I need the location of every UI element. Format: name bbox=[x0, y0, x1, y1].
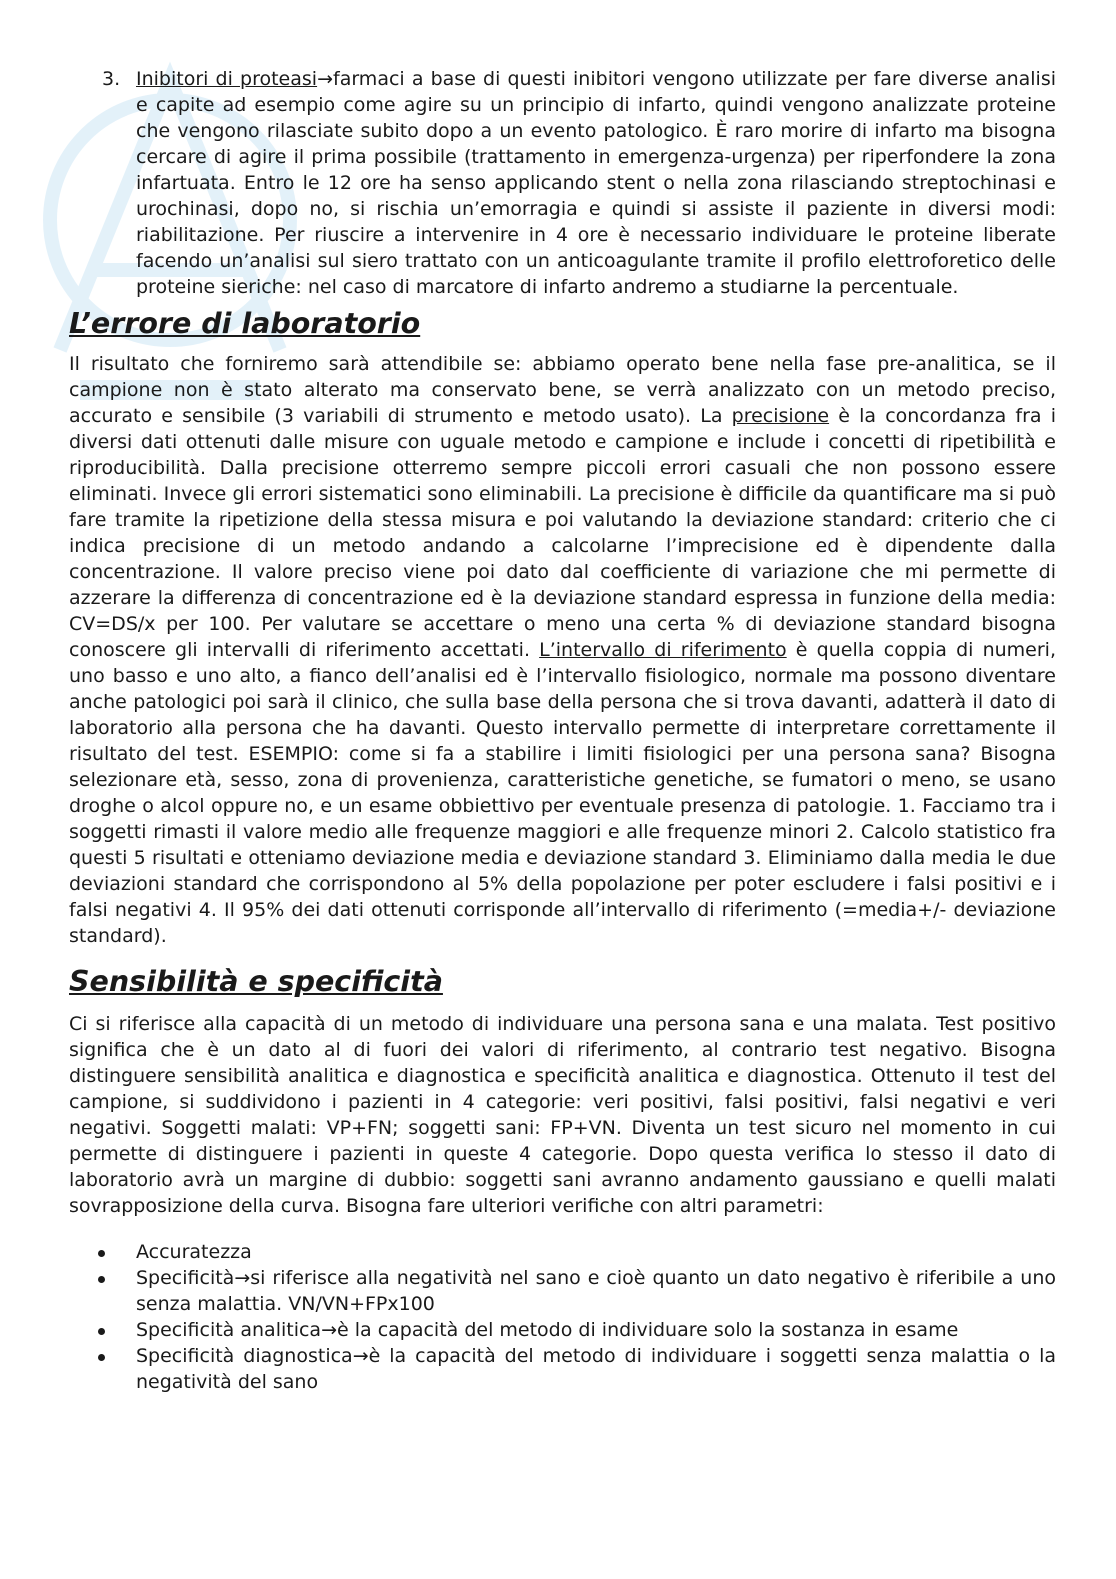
item3-text: farmaci a base di questi inibitori vengono utilizzate per fare diverse analisi e capite ad esempio come agire su un principio di infarto, quindi vengono analizzate proteine che vengono rilasciate subito dopo a un evento patologico. È raro morire di infarto ma bisogna cercare di agire il prima possibile (trattamento in emergenza-urgenza) per riperfondere la zona infartuata. Entro le 12 ore ha senso applicando stent o nella zona rilasciando streptochinasi e urochinasi, dopo no, si rischia un’emorragia e quindi si assiste il paziente in diversi modi: riabilitazione. Per riuscire a intervenire in 4 ore è necessario individuare le proteine liberate facendo un’analisi sul siero trattato con un anticoagulante tramite il profilo elettroforetico delle proteine sieriche: nel caso di marcatore di infarto andremo a studiarne la percentuale. bbox=[136, 68, 1057, 298]
bullet-text: è la capacità del metodo di individuare solo la sostanza in esame bbox=[337, 1319, 959, 1341]
arrow-icon: → bbox=[234, 1267, 251, 1289]
errore-text-3: è quella coppia di numeri, uno basso e uno alto, a fianco dell’analisi ed è l’intervallo fisiologico, normale ma possono diventare anche patologici poi sarà il clinico, che sulla base della persona che si trova davanti, adatterà il dato di laboratorio alla persona che ha davanti. Questo intervallo permette di interpretare correttamente il risultato del test. ESEMPIO: come si fa a stabilire i limiti fisiologici per una persona sana? Bisogna selezionare età, sesso, zona di provenienza, caratteristiche genetiche, se fumatori o meno, se usano droghe o alcol oppure no, e un esame obbiettivo per eventuale presenza di patologie. 1. Facciamo tra i soggetti rimasti il valore medio alle frequenze maggiori e alle frequenze minori 2. Calcolo statistico fra questi 5 risultati e otteniamo deviazione media e deviazione standard 3. Eliminiamo dalla media le due deviazioni standard che corrispondono al 5% della popolazione per poter escludere i falsi positivi e i falsi negativi 4. Il 95% dei dati ottenuti corrisponde all’intervallo di riferimento (=media+/- deviazione standard). bbox=[69, 639, 1056, 947]
bullet-term: Specificità bbox=[136, 1267, 235, 1289]
term-precisione: precisione bbox=[731, 405, 830, 427]
bullet-term: Accuratezza bbox=[136, 1241, 252, 1263]
term-intervallo-riferimento: L’intervallo di riferimento bbox=[539, 639, 787, 661]
list-item bbox=[69, 1265, 1056, 1317]
bullet-icon bbox=[98, 1328, 105, 1335]
errore-text-2: è la concordanza fra i diversi dati ottenuti dalle misure con uguale metodo e campione e include i concetti di ripetibilità e riproducibilità. Dalla precisione otterremo sempre piccoli errori casuali che non possono essere eliminati. Invece gli errori sistematici sono eliminabili. La precisione è difficile da quantificare ma si può fare tramite la ripetizione della stessa misura e poi valutando la deviazione standard: criterio che ci indica precisione di un metodo andando a calcolarne l’imprecisione ed è dipendente dalla concentrazione. Il valore preciso viene poi dato dal coefficiente di variazione che mi permette di azzerare la differenza di concentrazione ed è la deviazione standard espressa in funzione della media: CV=DS/x per 100. Per valutare se accettare o meno una certa % di deviazione standard bisogna conoscere gli intervalli di riferimento accettati. bbox=[69, 405, 1056, 661]
paragraph-sensibilita: Ci si riferisce alla capacità di un metodo di individuare una persona sana e una malata. Test positivo significa che è un dato al di fuori dei valori di riferimento, al contrario test negativo. Bisogna distinguere sensibilità analitica e diagnostica e specificità analitica e diagnostica. Ottenuto il test del campione, si suddividono i pazienti in 4 categorie: veri positivi, falsi positivi, falsi negativi e veri negativi. Soggetti malati: VP+FN; soggetti sani: FP+VN. Diventa un test sicuro nel momento in cui permette di distinguere i pazienti in queste 4 categorie. Dopo questa verifica lo stesso il dato di laboratorio avrà un margine di dubbio: soggetti sani avranno andamento gaussiano e quelli malati sovrapposizione della curva. Bisogna fare ulteriori verifiche con altri parametri: bbox=[69, 1013, 1056, 1217]
list-number: 3. bbox=[102, 68, 121, 90]
list-item bbox=[69, 1343, 1056, 1395]
list-item bbox=[69, 1239, 1056, 1265]
list-item bbox=[69, 1317, 1056, 1343]
term-inibitori-proteasi: Inibitori di proteasi bbox=[136, 68, 318, 90]
arrow-icon: → bbox=[317, 68, 333, 90]
bullet-icon bbox=[98, 1250, 105, 1257]
section-heading-sensibilita: Sensibilità e specificità bbox=[69, 965, 443, 998]
bullet-icon bbox=[98, 1354, 105, 1361]
arrow-icon: → bbox=[352, 1345, 369, 1367]
bullet-text: si riferisce alla negatività nel sano e cioè quanto un dato negativo è riferibile a uno senza malattia. VN/VN+FPx100 bbox=[136, 1267, 1056, 1315]
list-item-3 bbox=[69, 66, 1056, 300]
section-heading-errore: L’errore di laboratorio bbox=[69, 307, 421, 340]
bullet-term: Specificità diagnostica bbox=[136, 1345, 353, 1367]
bullet-icon bbox=[98, 1276, 105, 1283]
paragraph-errore bbox=[69, 351, 1056, 949]
errore-text-1: Il risultato che forniremo sarà attendibile se: abbiamo operato bene nella fase pre-analitica, se il campione non è stato alterato ma conservato bene, se verrà analizzato con un metodo preciso, accurato e sensibile (3 variabili di strumento e metodo usato). La bbox=[69, 353, 1056, 427]
bullet-text: è la capacità del metodo di individuare i soggetti senza malattia o la negatività del sano bbox=[136, 1345, 1056, 1393]
bullet-term: Specificità analitica bbox=[136, 1319, 322, 1341]
bullet-list bbox=[69, 1239, 1056, 1395]
arrow-icon: → bbox=[321, 1319, 337, 1341]
document-content bbox=[69, 66, 1056, 1395]
